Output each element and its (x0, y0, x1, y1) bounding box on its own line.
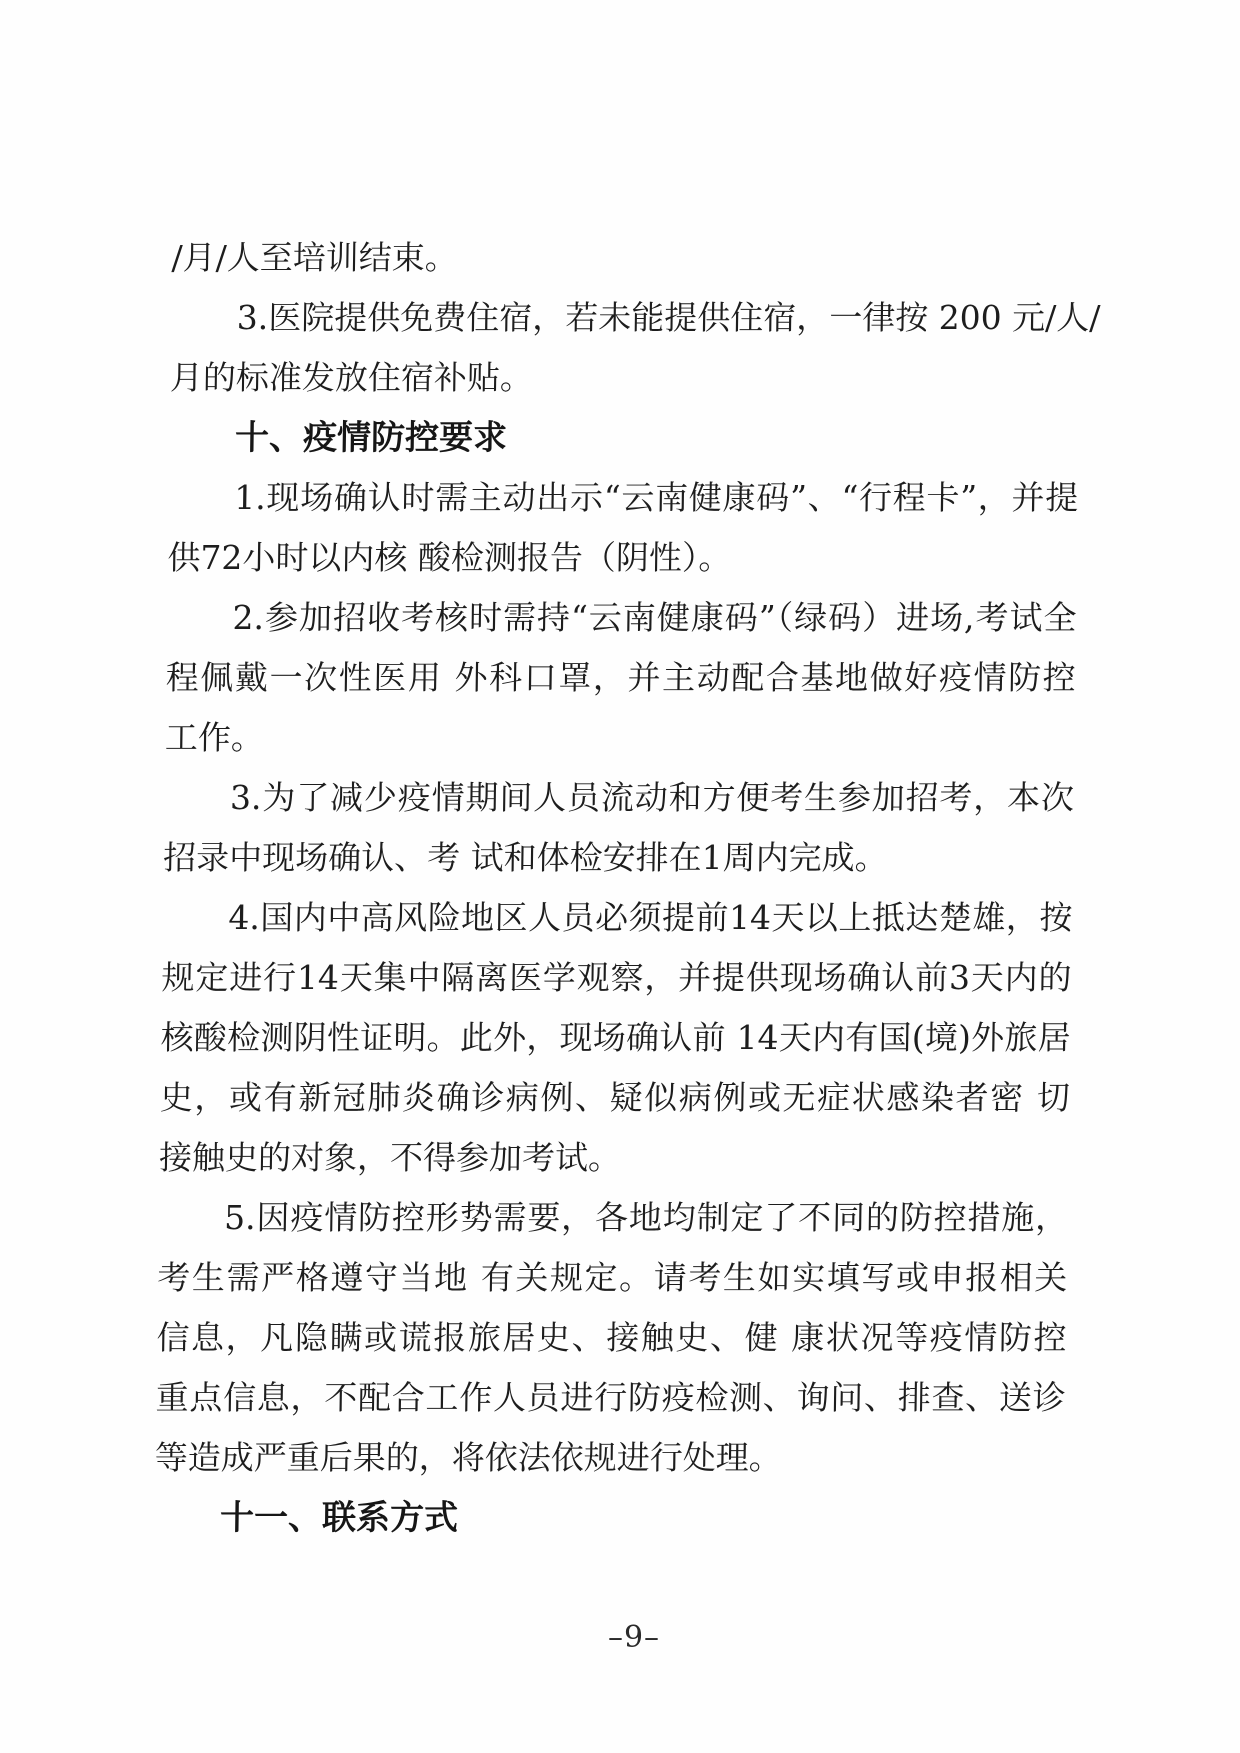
body-line: 1.现场确认时需主动出示“云南健康码”、“行程卡”，并提 (233, 478, 1079, 517)
body-line: 供72小时以内核 酸检测报告（阴性）。 (167, 538, 732, 577)
section-heading-contact-info: 十一、联系方式 (219, 1498, 459, 1538)
body-line: 招录中现场确认、考 试和体检安排在1周内完成。 (162, 838, 888, 877)
page-number: –9– (607, 1620, 661, 1655)
section-heading-epidemic-prevention: 十、疫情防控要求 (234, 418, 508, 458)
body-line: 核酸检测阴性证明。此外，现场确认前 14天内有国(境)外旅居 (160, 1018, 1071, 1057)
body-line: 2.参加招收考核时需持“云南健康码”（绿码）进场,考试全 (232, 598, 1077, 637)
body-line: 规定进行14天集中隔离医学观察，并提供现场确认前3天内的 (161, 958, 1072, 997)
body-line: 4.国内中高风险地区人员必须提前14天以上抵达楚雄，按 (228, 898, 1073, 937)
body-line: 工作。 (164, 718, 265, 757)
document-body (154, 228, 1101, 1548)
body-line: 重点信息，不配合工作人员进行防疫检测、询问、排查、送诊 (155, 1378, 1066, 1417)
body-line: 3.为了减少疫情期间人员流动和方便考生参加招考，本次 (229, 778, 1075, 817)
body-line: 等造成严重后果的，将依法依规进行处理。 (154, 1438, 783, 1477)
body-line: 史，或有新冠肺炎确诊病例、疑似病例或无症状感染者密 切 (159, 1078, 1071, 1117)
body-line: /月/人至培训结束。 (171, 238, 459, 277)
body-line: 3.医院提供免费住宿，若未能提供住宿，一律按 200 元/人/ (236, 298, 1101, 337)
body-line: 信息，凡隐瞒或谎报旅居史、接触史、健 康状况等疫情防控 (156, 1318, 1067, 1357)
body-line: 5.因疫情防控形势需要，各地均制定了不同的防控措施， (223, 1198, 1069, 1237)
body-line: 月的标准发放住宿补贴。 (169, 358, 534, 397)
body-line: 考生需严格遵守当地 有关规定。请考生如实填写或申报相关 (157, 1258, 1068, 1297)
body-line: 程佩戴一次性医用 外科口罩，并主动配合基地做好疫情防控 (165, 658, 1076, 697)
body-line: 接触史的对象，不得参加考试。 (158, 1138, 622, 1177)
